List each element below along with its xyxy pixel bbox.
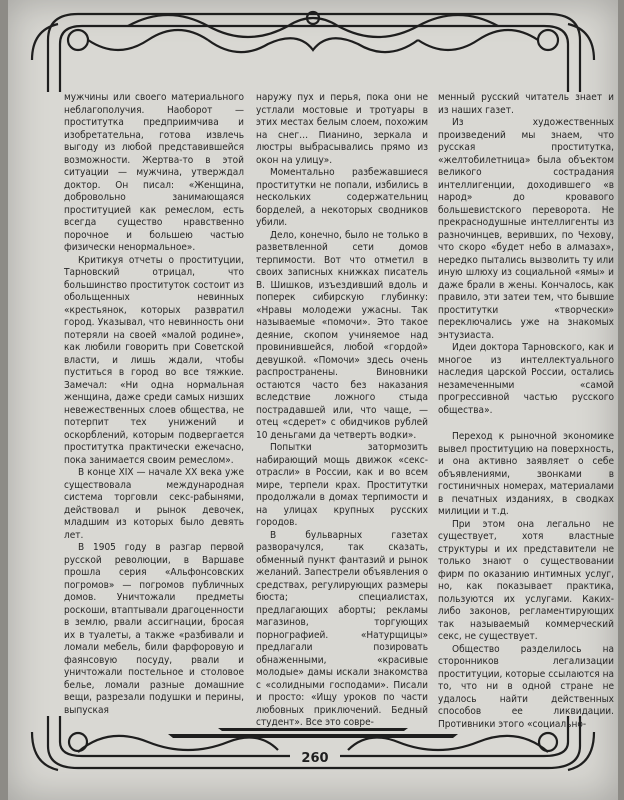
top-ornament-border (8, 0, 618, 100)
paragraph: В 1905 году в разгар первой русской революции, в Варшаве прошла серия «Альфонсовских погромов» — погромов публичных домов. Уничтожали предметы роскоши, втаптывали драгоценности в землю, рвали ассигнации, бросая их в туалеты, а также «разбивали и ломали мебель, били фарфоровую и фаянсовую посуду, рвали и уничтожали постельное и столовое белье, ломали разные домашние вещи, разрезали подушки и перины, выпуская (64, 542, 244, 716)
paragraph: Идеи доктора Тарновского, как и многое из интеллектуального наследия царской России, остались незамеченными «самой прогрессивной частью русского общества». (438, 342, 614, 416)
paragraph: Критикуя отчеты о проституции, Тарновский отрицал, что большинство проституток состоит из обольщенных невинных «крестьянок, которых развратил город. Указывал, что невинность они потеряли на своей «малой родине», как любили говорить при Советской власти, и лишь ждали, чтобы пуститься в город во все тяжкие. Замечал: «Ни одна нормальная женщина, даже среди самых низших невежественных слоев общества, не потерпит тех унижений и оскорблений, которым подвергается проститутка практически ежечасно, пока занимается своим ремеслом». (64, 254, 244, 466)
paragraph: мужчины или своего материального неблагополучия. Наоборот — проститутка предприимчива и изобретательна, готова извлечь выгоду из любой представившейся возможности. Жертва-то в этой ситуации — мужчина, утверждал доктор. Он писал: «Женщина, добровольно занимающаяся проституцией как ремеслом, есть всегда существо нравственно порочное и большею частью физически ненормальное». (64, 92, 244, 253)
text-column-1 (64, 92, 244, 717)
paragraph: наружу пух и перья, пока они не устлали мостовые и тротуары в этих местах белым слоем, похожим на снег… Пианино, зеркала и люстры выбрасывались прямо из окон на улицу». (256, 92, 428, 166)
text-column-3 (438, 92, 614, 731)
paragraph: Общество разделилось на сторонников легализации проституции, которые ссылаются на то, что ни в одной стране не удалось найти действенных способов ее ликвидации. Противники этого «социально- (438, 643, 614, 730)
paragraph: Из художественных произведений мы знаем, что русская проститутка, «желтобилетница» была объектом великого сострадания интеллигенции, доходившего «в народ» до кровавого большевистского переворота. Не прекраснодушные интеллигенты из разночинцев, веривших, по Чехову, что скоро «будет небо в алмазах», нередко пытались вызволить ту или иную шлюху из социальной «ямы» и даже брали в жены. Кончалось, как правило, эти затеи тем, что бывшие проститутки «творчески» переключались уже на знакомых энтузиаста. (438, 117, 614, 341)
book-page (8, 0, 618, 800)
paragraph: В бульварных газетах разворачулся, так сказать, обменный пункт фантазий и рынок желаний. Запестрели объявления о средствах, регулирующих размеры бюста; специалистах, предлагающих аборты; рекламы магазинов, торгующих порнографией. «Натурщицы» предлагали позировать обнаженными, «красивые молодые» дамы искали знакомства с «солидными господами». Писали и просто: «Ищу уроков по части любовных приключений. Бедный студент». Все это совре- (256, 529, 428, 728)
paragraph: Переход к рыночной экономике вывел проституцию на поверхность, и она активно заявляет о себе объявлениями, звонками в гостиничных номерах, материалами в печатных изданиях, в сводках милиции и т.д. (438, 431, 614, 517)
page-number: 260 (290, 751, 340, 766)
paragraph: менный русский читатель знает и из наших газет. (438, 92, 614, 116)
paragraph: Попытки затормозить набирающий мощь движок «секс-отрасли» в России, как и во всем мире, терпели крах. Проститутки продолжали в домах терпимости и на улицах крупных русских городов. (256, 442, 428, 528)
paragraph: При этом она легально не существует, хотя властные структуры и их представители не только знают о существовании фирм по оказанию интимных услуг, но, как показывает практика, пользуются их услугами. Каких-либо законов, регламентирующих так называемый коммерческий секс, не существует. (438, 518, 614, 642)
text-column-2 (256, 92, 428, 730)
paragraph: Моментально разбежавшиеся проститутки не попали, избились в нескольких содержательниц борделей, а некоторых сводников убили. (256, 167, 428, 228)
paragraph: Дело, конечно, было не только в разветвленной сети домов терпимости. Вот что отметил в своих записных книжках писатель В. Шишков, изъездивший вдоль и поперек сибирскую глубинку: «Нравы молодежи ужасны. Так называемые «помочи». Это такое деяние, скопом учиняемое над провинившейся, любой «гордой» девушкой. «Помочи» здесь очень распространены. Виновники остаются часто без наказания вследствие ложного стыда пострадавшей или, что чаще, — отец «сдерет» с обидчиков рублей 10 деньгами да четверть водки». (256, 229, 428, 441)
paragraph: В конце XIX — начале XX века уже существовала международная система торговли секс-рабынями, действовал и рынок девочек, младшим из которых было девять лет. (64, 467, 244, 541)
